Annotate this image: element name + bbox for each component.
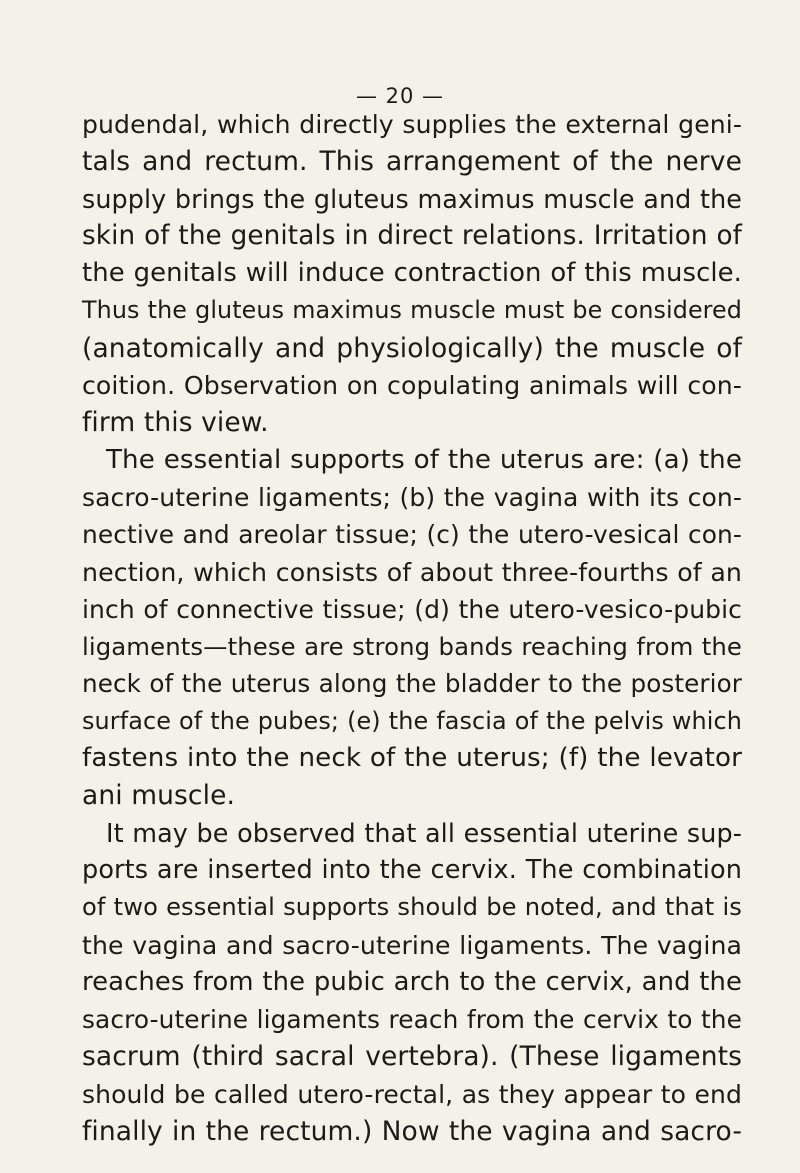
page-number: — 20 — — [355, 84, 445, 108]
text-line: tals and rectum. This arrangement of the nerve — [82, 146, 742, 178]
text-line: ligaments—these are strong bands reaching from the — [82, 632, 742, 662]
text-line: neck of the uterus along the bladder to the posterior — [82, 669, 742, 699]
text-line: finally in the rectum.) Now the vagina and sacro- — [82, 1116, 742, 1148]
text-line: It may be observed that all essential uterine sup- — [106, 817, 742, 848]
text-line: the vagina and sacro-uterine ligaments. The vagina — [82, 930, 742, 960]
text-line: nection, which consists of about three-fourths of an — [82, 557, 742, 587]
text-line: sacro-uterine ligaments reach from the cervix to the — [82, 1005, 742, 1035]
text-line: coition. Observation on copulating animals will con- — [82, 371, 742, 401]
text-line: supply brings the gluteus maximus muscle and the — [82, 183, 742, 214]
body-text — [82, 106, 742, 1150]
text-line: sacro-uterine ligaments; (b) the vagina with its con- — [82, 482, 742, 512]
text-line: (anatomically and physiologically) the muscle of — [82, 332, 742, 364]
text-line: pudendal, which directly supplies the external geni- — [82, 110, 742, 139]
text-line: of two essential supports should be noted, and that is — [82, 893, 742, 922]
text-line: ports are inserted into the cervix. The combination — [82, 854, 742, 885]
text-line: firm this view. — [82, 407, 269, 439]
text-line: surface of the pubes; (e) the fascia of the pelvis which — [82, 706, 742, 735]
text-line: Thus the gluteus maximus muscle must be considered — [82, 296, 742, 325]
text-line: sacrum (third sacral vertebra). (These ligaments — [82, 1041, 742, 1073]
text-line: the genitals will induce contraction of this muscle. — [82, 258, 742, 289]
text-line: skin of the genitals in direct relations. Irritation of — [82, 220, 742, 251]
text-line: nective and areolar tissue; (c) the utero-vesical con- — [82, 520, 742, 550]
text-line: The essential supports of the uterus are: (a) the — [106, 444, 742, 475]
text-line: reaches from the pubic arch to the cervix, and the — [82, 966, 742, 997]
text-line: ani muscle. — [82, 780, 235, 812]
text-line: fastens into the neck of the uterus; (f) the levator — [82, 743, 742, 774]
text-line: should be called utero-rectal, as they appear to end — [82, 1079, 742, 1109]
text-line: inch of connective tissue; (d) the utero-vesico-pubic — [82, 594, 742, 624]
